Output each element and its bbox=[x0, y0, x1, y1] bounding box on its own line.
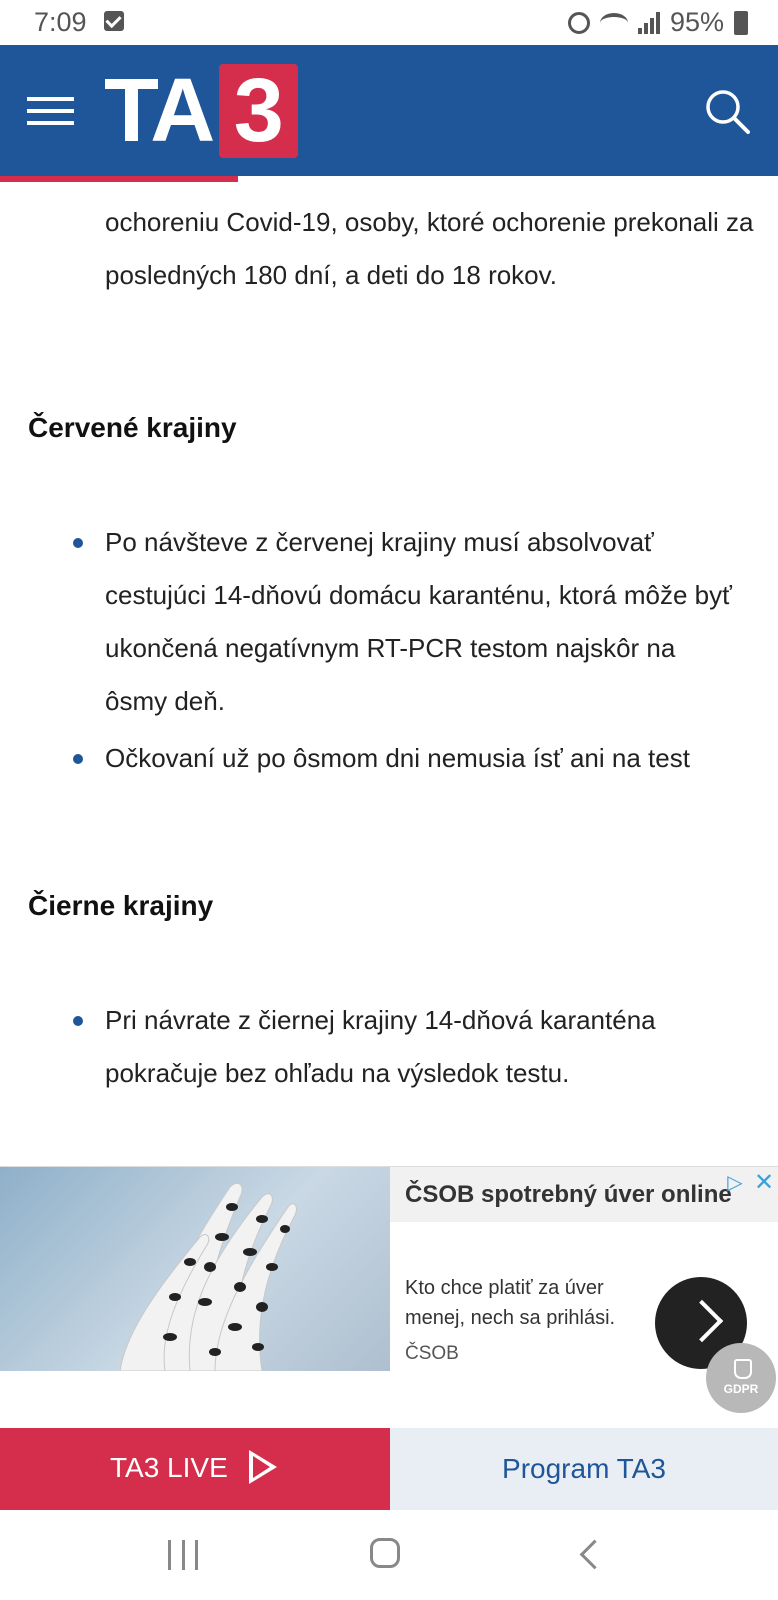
ad-close-icon[interactable]: ✕ bbox=[753, 1169, 775, 1196]
signal-icon bbox=[638, 12, 660, 34]
ad-description: Kto chce platiť za úver menej, nech sa prihlási. bbox=[405, 1277, 616, 1329]
list-item: Pri návrate z čiernej krajiny 14-dňová karanténa pokračuje bez ohľadu na výsledok testu. bbox=[0, 994, 778, 1100]
bottom-action-bar bbox=[0, 1428, 778, 1510]
live-label: TA3 LIVE bbox=[110, 1452, 228, 1483]
list-item: Očkovaní už po ôsmom dni nemusia ísť ani na test bbox=[0, 732, 778, 785]
back-icon[interactable] bbox=[580, 1540, 610, 1570]
status-time: 7:09 bbox=[34, 7, 87, 37]
battery-icon bbox=[734, 11, 748, 35]
ad-banner[interactable] bbox=[0, 1166, 778, 1427]
play-icon bbox=[249, 1450, 277, 1484]
menu-icon[interactable] bbox=[27, 97, 74, 127]
alarm-icon bbox=[568, 12, 590, 34]
recent-apps-icon[interactable] bbox=[168, 1540, 198, 1570]
ta3-logo[interactable] bbox=[104, 61, 298, 161]
wing-illustration bbox=[0, 1167, 390, 1371]
ad-brand: ČSOB bbox=[405, 1343, 459, 1364]
list-item: Po návšteve z červenej krajiny musí absolvovať cestujúci 14-dňovú domácu karanténu, ktorá môže byť ukončená negatívnym RT-PCR testom najskôr na ôsmy deň. bbox=[0, 516, 778, 728]
program-ta3-button[interactable]: Program TA3 bbox=[390, 1428, 778, 1510]
logo-three: 3 bbox=[219, 64, 298, 158]
ad-image[interactable] bbox=[0, 1167, 390, 1371]
status-icons bbox=[568, 7, 748, 38]
home-icon[interactable] bbox=[370, 1538, 400, 1568]
checkbox-notification-icon bbox=[104, 11, 124, 31]
red-countries-list bbox=[0, 516, 778, 785]
section-heading-red-countries: Červené krajiny bbox=[28, 412, 237, 443]
header-accent-line bbox=[0, 176, 238, 182]
ta3-live-button[interactable] bbox=[0, 1428, 390, 1510]
ad-title[interactable]: ČSOB spotrebný úver online bbox=[405, 1181, 732, 1208]
section-heading-black-countries: Čierne krajiny bbox=[28, 890, 214, 921]
logo-ta: TA bbox=[104, 61, 214, 161]
cut-off-heading bbox=[30, 1414, 350, 1426]
search-icon[interactable] bbox=[704, 88, 750, 134]
adchoices-icon[interactable]: ▷ bbox=[727, 1172, 743, 1194]
black-countries-list bbox=[0, 994, 778, 1100]
gdpr-badge[interactable]: GDPR bbox=[706, 1343, 776, 1413]
site-header bbox=[0, 45, 778, 176]
wifi-icon bbox=[600, 13, 628, 33]
continued-paragraph: ochoreniu Covid-19, osoby, ktoré ochorenie prekonali za posledných 180 dní, a deti do 18 rokov. bbox=[105, 207, 754, 290]
battery-percentage: 95% bbox=[669, 7, 724, 37]
status-bar bbox=[0, 0, 778, 45]
system-navigation-bar bbox=[0, 1510, 778, 1600]
